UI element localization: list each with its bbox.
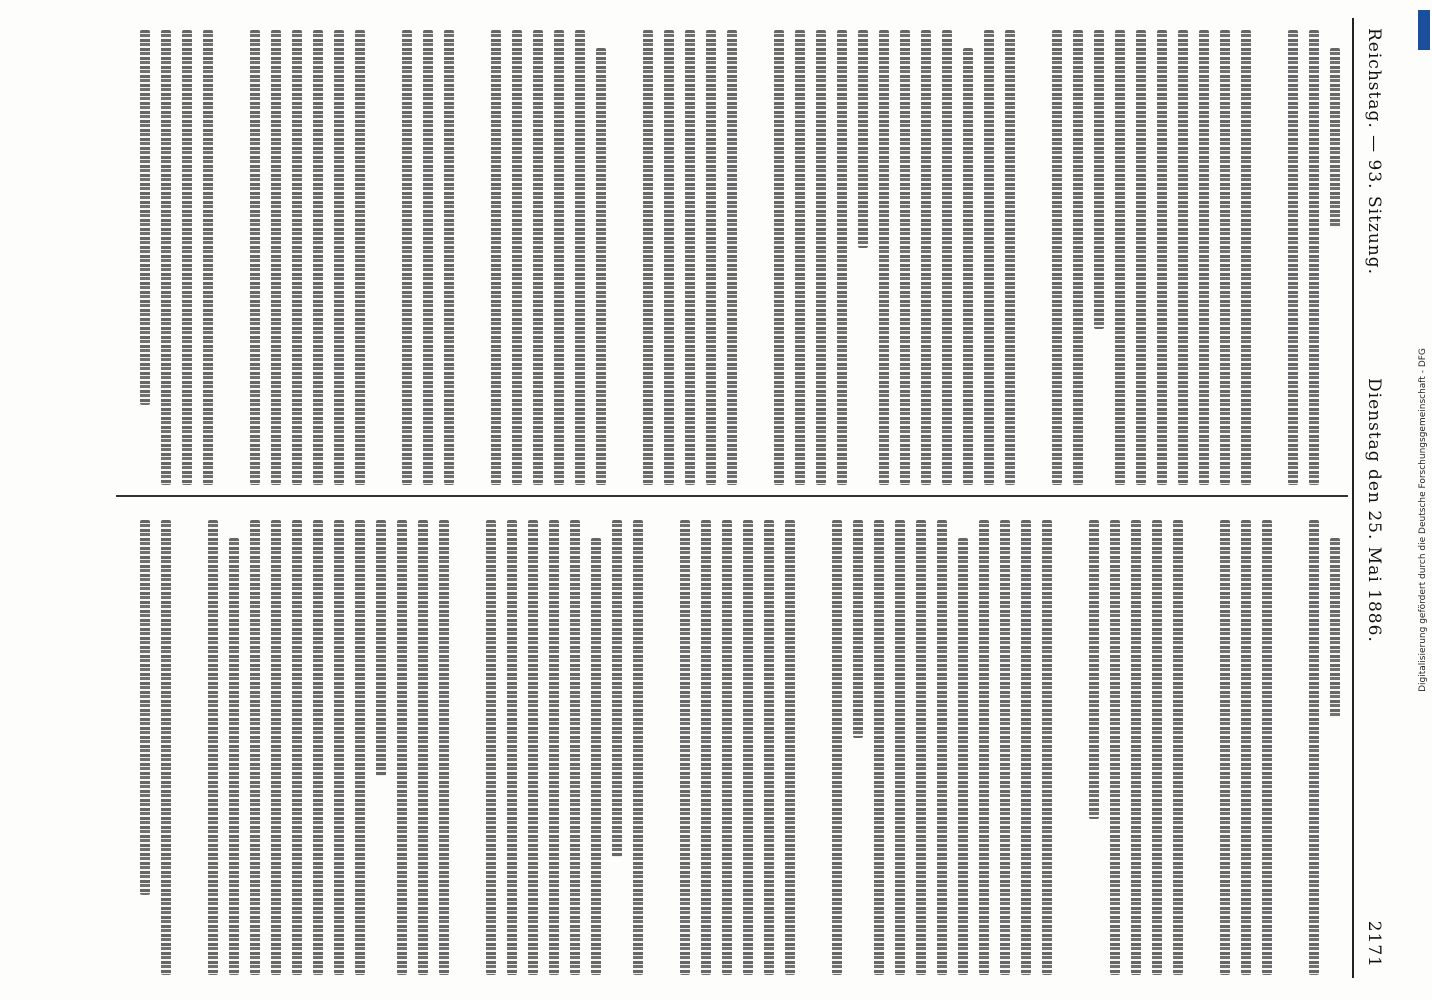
- text-line: [722, 520, 732, 975]
- text-line: [837, 30, 847, 485]
- text-line: [895, 520, 905, 975]
- text-line: [570, 520, 580, 975]
- text-line: [271, 30, 281, 485]
- text-line: [549, 520, 559, 975]
- text-line: [612, 520, 622, 857]
- text-line: [1199, 30, 1209, 485]
- text-line: [271, 520, 281, 975]
- text-line: [491, 30, 501, 485]
- text-line: [554, 30, 564, 485]
- text-line: [916, 520, 926, 975]
- text-line: [355, 30, 365, 485]
- text-line: [1220, 520, 1230, 975]
- text-line: [397, 520, 407, 975]
- text-line: [140, 30, 150, 405]
- text-line: [250, 30, 260, 485]
- digitization-note-text: Digitalisierung gefördert durch die Deutsche Forschungsgemeinschaft - DFG: [1418, 348, 1428, 692]
- text-line: [161, 30, 171, 485]
- text-line: [439, 520, 449, 975]
- text-line: [528, 520, 538, 975]
- text-column-right: [114, 520, 1340, 975]
- page-number: 2171: [1364, 920, 1384, 968]
- text-line: [1309, 520, 1319, 975]
- text-line: [921, 30, 931, 485]
- text-line: [292, 520, 302, 975]
- text-line: [486, 520, 496, 975]
- text-line: [1288, 30, 1298, 485]
- text-line: [376, 520, 386, 776]
- text-line: [764, 520, 774, 975]
- text-line: [816, 30, 826, 485]
- text-line: [1021, 520, 1031, 975]
- text-line: [1309, 30, 1319, 485]
- running-header: [1358, 18, 1388, 978]
- text-line: [900, 30, 910, 485]
- text-line: [727, 30, 737, 485]
- text-line: [533, 30, 543, 485]
- text-line: [229, 538, 239, 975]
- text-line: [1089, 520, 1099, 819]
- text-line: [1157, 30, 1167, 485]
- text-line: [1220, 30, 1230, 485]
- text-line: [879, 30, 889, 485]
- text-column-left: [114, 30, 1340, 485]
- text-line: [958, 538, 968, 975]
- text-line: [1073, 30, 1083, 485]
- text-line: [937, 520, 947, 975]
- text-line: [1042, 520, 1052, 975]
- text-line: [1152, 520, 1162, 975]
- column-divider: [116, 495, 1348, 497]
- text-line: [402, 30, 412, 485]
- text-line: [984, 30, 994, 485]
- text-line: [182, 30, 192, 485]
- text-line: [1005, 30, 1015, 485]
- text-line: [1094, 30, 1104, 329]
- text-line: [334, 30, 344, 485]
- text-line: [701, 520, 711, 975]
- text-line: [858, 30, 868, 248]
- text-line: [1330, 538, 1340, 718]
- text-line: [507, 520, 517, 975]
- text-line: [685, 30, 695, 485]
- text-line: [963, 48, 973, 485]
- text-line: [203, 30, 213, 485]
- text-line: [706, 30, 716, 485]
- text-line: [292, 30, 302, 485]
- header-date: Dienstag den 25. Mai 1886.: [1364, 378, 1384, 643]
- text-line: [664, 30, 674, 485]
- text-line: [1000, 520, 1010, 975]
- text-line: [795, 30, 805, 485]
- text-line: [1136, 30, 1146, 485]
- text-line: [250, 520, 260, 975]
- text-line: [334, 520, 344, 975]
- text-line: [1052, 30, 1062, 485]
- text-line: [512, 30, 522, 485]
- text-line: [1262, 520, 1272, 975]
- text-line: [832, 520, 842, 975]
- text-line: [313, 520, 323, 975]
- text-line: [1131, 520, 1141, 975]
- text-line: [680, 520, 690, 975]
- text-line: [423, 30, 433, 485]
- text-line: [979, 520, 989, 975]
- text-line: [643, 30, 653, 485]
- text-line: [1330, 48, 1340, 228]
- text-line: [743, 520, 753, 975]
- text-line: [1178, 30, 1188, 485]
- text-line: [1173, 520, 1183, 975]
- text-line: [161, 520, 171, 975]
- text-line: [942, 30, 952, 485]
- text-line: [853, 520, 863, 738]
- text-line: [140, 520, 150, 895]
- digitization-note: [1418, 210, 1430, 830]
- header-rule: [1352, 18, 1354, 978]
- text-line: [774, 30, 784, 485]
- text-line: [596, 48, 606, 485]
- text-line: [355, 520, 365, 975]
- text-line: [1241, 520, 1251, 975]
- text-line: [633, 520, 643, 975]
- text-line: [1115, 30, 1125, 485]
- text-line: [313, 30, 323, 485]
- text-line: [575, 30, 585, 485]
- text-line: [1241, 30, 1251, 485]
- text-line: [591, 538, 601, 975]
- dfg-logo: [1418, 10, 1430, 50]
- text-line: [874, 520, 884, 975]
- text-line: [418, 520, 428, 975]
- text-line: [444, 30, 454, 485]
- text-line: [785, 520, 795, 975]
- header-left: Reichstag. — 93. Sitzung.: [1364, 28, 1384, 276]
- text-line: [1110, 520, 1120, 975]
- text-line: [208, 520, 218, 975]
